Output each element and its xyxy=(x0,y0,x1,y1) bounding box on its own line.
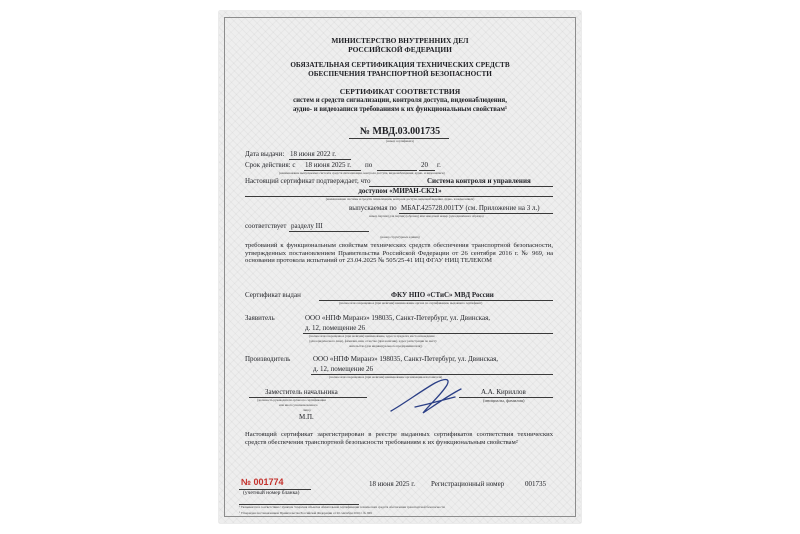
batch-caption: номер партии (для партии) (образец) или заводской номер (для единичного образца) xyxy=(369,214,484,218)
form-number: № 001774 xyxy=(241,477,284,487)
manufactured-value: МБАГ.425728.001ТУ (см. Приложение на 3 л.) xyxy=(401,204,540,212)
number-caption: (номер сертификата) xyxy=(385,139,415,143)
certificate-number: № МВД.03.001735 xyxy=(359,126,441,137)
footnote-1: ¹ Указывается в соответствии с пунктом 3 перечня объектов обязательной сертификации технических средств обеспечения транспортной безопасности xyxy=(239,505,445,509)
signature-image xyxy=(385,371,475,421)
manufacturer-label: Производитель xyxy=(245,355,291,363)
validity-to-label: по xyxy=(365,161,373,169)
conforms-value: разделу III xyxy=(291,222,323,230)
manufacturer-value-line1: ООО «НПФ Миранэ» 198035, Санкт-Петербург, ул. Двинская, xyxy=(313,355,499,363)
manufacturer-caption: (полное или сокращенное (при наличии) наименование организации-изготовителя) xyxy=(329,375,443,379)
ministry-line1: МИНИСТЕРСТВО ВНУТРЕННИХ ДЕЛ xyxy=(331,36,469,45)
subtitle-line2: аудио- и видеозаписи требованиям к их функциональным свойствам¹ xyxy=(293,106,507,113)
validity-year-suffix: г. xyxy=(437,161,441,169)
subtitle-line1: систем и средств сигнализации, контроля доступа, видеонаблюдения, xyxy=(293,97,507,104)
signatory-position-caption2: или иного уполномоченного xyxy=(279,403,318,407)
signatory-name: А.А. Кириллов xyxy=(481,388,526,396)
registry-number-value: 001735 xyxy=(525,480,546,488)
validity-label: Срок действия: с xyxy=(245,161,296,169)
signatory-name-caption: (инициалы, фамилия) xyxy=(483,398,525,403)
applicant-value-line1: ООО «НПФ Миранэ» 198035, Санкт-Петербург, ул. Двинская, xyxy=(305,314,491,322)
registry-date: 18 июня 2025 г. xyxy=(369,480,416,488)
footnote-2: ² Утвержден постановлением Правительства Российской Федерации от 26 сентября 2016 г. № 969 xyxy=(239,511,372,515)
applicant-caption2: (для юридического лица), фамилия, имя, отчество (при наличии), адрес регистрации по месту xyxy=(309,339,437,343)
confirms-label: Настоящий сертификат подтверждает, что xyxy=(245,177,371,185)
issued-by-caption: (полное или сокращенное (при наличии) наименование органа по сертификации, выдавшего сертификат) xyxy=(339,301,483,305)
issue-date-label: Дата выдачи: xyxy=(245,150,285,158)
signatory-position-caption1: (должность руководителя органа по сертификации xyxy=(257,398,326,402)
registry-number-label: Регистрационный номер xyxy=(431,480,505,488)
applicant-label: Заявитель xyxy=(245,314,275,322)
conforms-label: соответствует xyxy=(245,222,287,230)
applicant-caption3: жительства (для индивидуального предпринимателя)) xyxy=(349,344,423,348)
manufacturer-value-line2: д. 12, помещение 26 xyxy=(313,365,374,373)
seal-place: М.П. xyxy=(299,413,314,421)
validity-caption: (наименование выпускаемых систем и средств сигнализации, контроля доступа, видеонаблюдения, аудио- и видеозаписи) xyxy=(279,171,445,175)
manufactured-label: выпускаемая по xyxy=(349,204,397,212)
product-name-line1: Система контроля и управления xyxy=(427,177,531,185)
form-number-caption: (учетный номер бланка) xyxy=(243,490,300,496)
issue-date-underline xyxy=(289,159,351,160)
conforms-underline xyxy=(289,231,369,232)
certificate-sheet xyxy=(219,11,581,523)
issued-by-label: Сертификат выдан xyxy=(245,291,301,299)
validity-to-year: 20 xyxy=(421,161,428,169)
program-line2: ОБЕСПЕЧЕНИЯ ТРАНСПОРТНОЙ БЕЗОПАСНОСТИ xyxy=(308,70,492,78)
requirements-text: требований к функциональным свойствам технических средств обеспечения транспортной безопасности, утвержденных постановлением Правительства Российской Федерации от 26 сентября 2016 г. № 969, на основании протокола испытаний от 23.04.2025 № 505/25-41 ИЦ ФГАУ НИЦ ТЕЛЕКОМ xyxy=(245,242,553,265)
applicant-caption1: (полное или сокращенное (при наличии) наименование, адрес в пределах места нахождения xyxy=(309,334,435,338)
conforms-caption: (номер структурных единиц) xyxy=(380,235,420,239)
validity-from: 18 июня 2025 г. xyxy=(305,161,352,169)
ministry-line2: РОССИЙСКОЙ ФЕДЕРАЦИИ xyxy=(348,45,452,54)
signatory-position-caption3: лица) xyxy=(303,408,311,412)
certificate-title: СЕРТИФИКАТ СООТВЕТСТВИЯ xyxy=(339,87,461,96)
registry-text: Настоящий сертификат зарегистрирован в реестре выданных сертификатов соответствия технических средств обеспечения транспортной безопасности требованиям к их функциональным свойствам² xyxy=(245,431,553,446)
product-caption: (наименование системы и средств сигнализации, контроля доступа, видеонаблюдения, аудио- и видеозаписи) xyxy=(325,197,475,201)
program-line1: ОБЯЗАТЕЛЬНАЯ СЕРТИФИКАЦИЯ ТЕХНИЧЕСКИХ СРЕДСТВ xyxy=(290,61,510,69)
applicant-value-line2: д. 12, помещение 26 xyxy=(305,324,366,332)
issue-date-value: 18 июня 2022 г. xyxy=(290,150,337,158)
signatory-position: Заместитель начальника xyxy=(265,388,338,396)
product-name-line2: доступом «МИРАН-СК21» xyxy=(358,187,442,195)
issued-by-value: ФКУ НПО «СТиС» МВД России xyxy=(391,291,494,299)
